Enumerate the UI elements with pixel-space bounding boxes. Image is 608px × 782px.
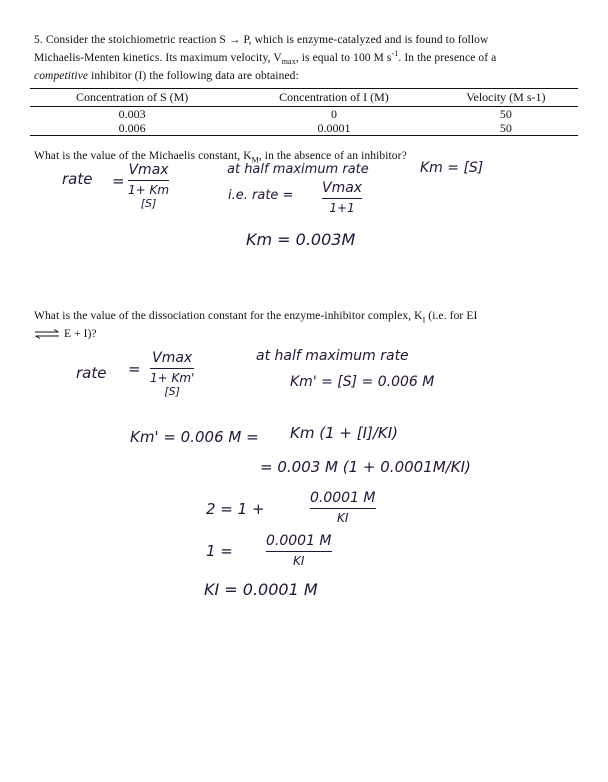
- question-1: What is the value of the Michaelis constant, $K_M$, in the absence of an inhibitor?: [34, 150, 407, 165]
- problem-statement: [34, 33, 582, 83]
- table-header: Concentration of I (M): [234, 89, 433, 107]
- table-row: [30, 121, 578, 136]
- table-cell: 50: [499, 107, 512, 121]
- q2-equals: =: [128, 360, 141, 378]
- q2-work-line-3-left: 2 = 1 +: [206, 500, 265, 518]
- data-table: [30, 88, 578, 136]
- q2-work-line-2: = 0.003 M (1 + 0.0001M/KI): [260, 458, 471, 476]
- q1-rate-label: rate: [62, 170, 93, 188]
- q2-answer: KI = 0.0001 M: [204, 580, 318, 599]
- q2-work-line-4-fraction: 0.0001 M KI: [266, 533, 332, 568]
- q1-half-max-note: at half maximum rate: [227, 162, 369, 177]
- problem-text-1: Consider the stoichiometric reaction S → P, which is enzyme-catalyzed and is found to follow: [45, 34, 489, 46]
- table-row: [30, 107, 578, 122]
- table-cell: 0.0001: [234, 121, 433, 136]
- q1-km-equals-s: Km = [S]: [420, 160, 484, 176]
- q1-ie-rate: i.e. rate =: [228, 188, 294, 203]
- equilibrium-arrows-icon: [34, 329, 60, 339]
- table-cell: 50: [434, 121, 578, 136]
- q1-ie-fraction: Vmax 1+1: [322, 180, 363, 215]
- table-cell: 0.003: [118, 107, 146, 121]
- problem-line-3: competitive inhibitor (I) the following data are obtained:: [34, 70, 299, 83]
- table-cell: 0: [330, 107, 337, 121]
- q2-rate-fraction: Vmax 1+ Km' [S]: [150, 350, 195, 398]
- q2-work-line-1-right: Km (1 + [I]/KI): [290, 424, 399, 442]
- table-header: Velocity (M s-1): [434, 89, 578, 107]
- problem-line-1: [34, 33, 582, 47]
- q2-half-max-note: at half maximum rate: [256, 348, 409, 364]
- q2-km-prime: Km' = [S] = 0.006 M: [290, 374, 435, 390]
- table-header-row: [30, 89, 578, 107]
- table-header: Concentration of S (M): [30, 89, 234, 107]
- q2-rate-label: rate: [76, 364, 107, 382]
- question-2: What is the value of the dissociation constant for the enzyme-inhibitor complex, $K_I$ (i.e. for EI E + I)?: [34, 310, 478, 341]
- table-cell: 0.006: [30, 121, 234, 136]
- q1-equals: =: [112, 172, 125, 190]
- q1-rate-fraction: Vmax 1+ Km [S]: [128, 162, 170, 210]
- problem-line-2: Michaelis-Menten kinetics. Its maximum velocity, $V_{max}$, is equal to 100 M $s^{-1}$. In the presence of a: [34, 49, 497, 67]
- q2-work-line-4-left: 1 =: [206, 542, 233, 560]
- q2-work-line-3-fraction: 0.0001 M KI: [310, 490, 376, 525]
- q2-work-line-1-left: Km' = 0.006 M =: [130, 428, 259, 446]
- problem-number: 5.: [34, 34, 43, 46]
- q1-answer: Km = 0.003M: [246, 230, 356, 249]
